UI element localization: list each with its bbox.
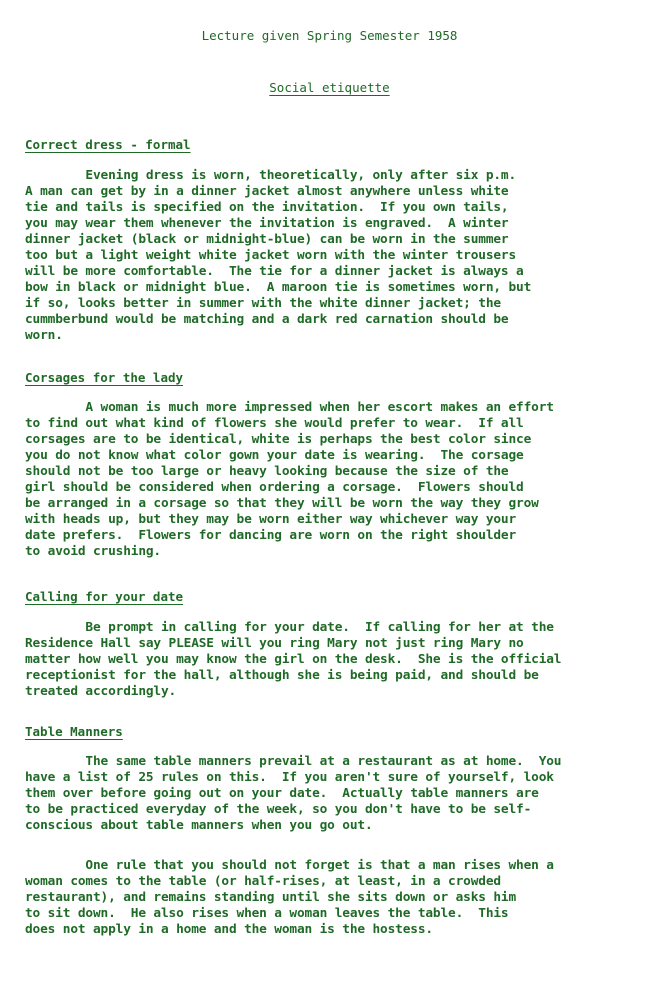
text-line: to be practiced everyday of the week, so you don't have to be self- bbox=[25, 802, 532, 817]
text-line: Be prompt in calling for your date. If calling for her at the bbox=[25, 620, 554, 635]
text-line: The same table manners prevail at a restaurant as at home. You bbox=[25, 754, 562, 769]
text-line: tie and tails is specified on the invitation. If you own tails, bbox=[25, 200, 509, 215]
text-line: to avoid crushing. bbox=[25, 544, 161, 559]
text-line: girl should be considered when ordering a corsage. Flowers should bbox=[25, 480, 524, 495]
text-line: A man can get by in a dinner jacket almost anywhere unless white bbox=[25, 184, 509, 199]
text-line: Residence Hall say PLEASE will you ring Mary not just ring Mary no bbox=[25, 636, 524, 651]
text-line: to sit down. He also rises when a woman leaves the table. This bbox=[25, 906, 509, 921]
section-heading-correct-dress: Correct dress - formal bbox=[25, 137, 191, 152]
text-line: restaurant), and remains standing until she sits down or asks him bbox=[25, 890, 517, 905]
text-line: you do not know what color gown your date is wearing. The corsage bbox=[25, 448, 524, 463]
text-line: conscious about table manners when you go out. bbox=[25, 818, 373, 833]
text-line: have a list of 25 rules on this. If you aren't sure of yourself, look bbox=[25, 770, 554, 785]
section-heading-calling: Calling for your date bbox=[25, 589, 184, 604]
text-line: A woman is much more impressed when her escort makes an effort bbox=[25, 400, 554, 415]
text-line: be arranged in a corsage so that they will be worn the way they grow bbox=[25, 496, 539, 511]
text-line: One rule that you should not forget is that a man rises when a bbox=[25, 858, 554, 873]
text-line: too but a light weight white jacket worn with the winter trousers bbox=[25, 248, 517, 263]
text-line: with heads up, but they may be worn either way whichever way your bbox=[25, 512, 517, 527]
lecture-note: Lecture given Spring Semester 1958 bbox=[201, 28, 458, 43]
text-line: should not be too large or heavy looking because the size of the bbox=[25, 464, 509, 479]
text-line: date prefers. Flowers for dancing are worn on the right shoulder bbox=[25, 528, 517, 543]
text-line: if so, looks better in summer with the white dinner jacket; the bbox=[25, 296, 501, 311]
text-line: matter how well you may know the girl on the desk. She is the official bbox=[25, 652, 562, 667]
text-line: corsages are to be identical, white is perhaps the best color since bbox=[25, 432, 532, 447]
text-line: worn. bbox=[25, 328, 63, 343]
text-line: treated accordingly. bbox=[25, 684, 177, 699]
text-line: dinner jacket (black or midnight-blue) can be worn in the summer bbox=[25, 232, 509, 247]
text-line: will be more comfortable. The tie for a dinner jacket is always a bbox=[25, 264, 524, 279]
text-line: to find out what kind of flowers she would prefer to wear. If all bbox=[25, 416, 524, 431]
text-line: does not apply in a home and the woman is the hostess. bbox=[25, 922, 433, 937]
text-line: woman comes to the table (or half-rises, at least, in a crowded bbox=[25, 874, 501, 889]
document-title: Social etiquette bbox=[269, 80, 390, 95]
section-heading-corsages: Corsages for the lady bbox=[25, 370, 184, 385]
text-line: cummberbund would be matching and a dark red carnation should be bbox=[25, 312, 509, 327]
text-line: you may wear them whenever the invitation is engraved. A winter bbox=[25, 216, 509, 231]
text-line: receptionist for the hall, although she is being paid, and should be bbox=[25, 668, 539, 683]
section-heading-table-manners: Table Manners bbox=[25, 724, 123, 739]
text-line: bow in black or midnight blue. A maroon tie is sometimes worn, but bbox=[25, 280, 532, 295]
text-line: them over before going out on your date. Actually table manners are bbox=[25, 786, 539, 801]
text-line: Evening dress is worn, theoretically, only after six p.m. bbox=[25, 168, 517, 183]
